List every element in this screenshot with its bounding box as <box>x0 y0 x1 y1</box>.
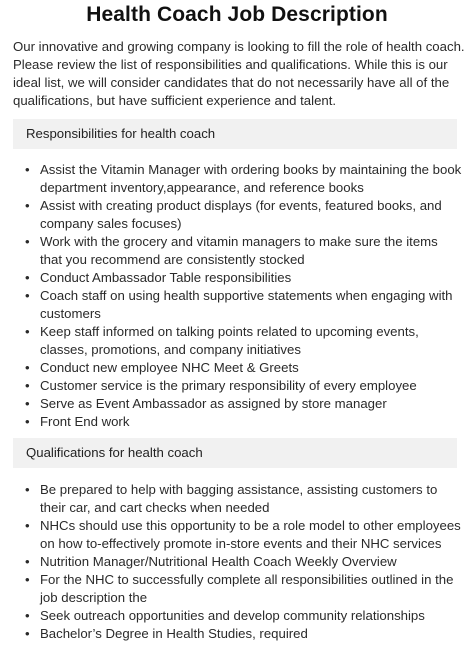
bullet-icon: • <box>25 482 30 497</box>
bullet-icon: • <box>25 270 30 285</box>
bullet-icon: • <box>25 324 30 339</box>
list-item <box>22 607 462 625</box>
list-item <box>22 161 462 197</box>
list-item <box>22 323 462 359</box>
list-item <box>22 233 462 269</box>
list-item-text: Front End work <box>40 414 130 429</box>
bullet-icon: • <box>25 608 30 623</box>
list-item <box>22 517 462 553</box>
intro-paragraph: Our innovative and growing company is looking to fill the role of health coach. Please review the list of responsibilities and qualifications. While this is our ideal list, we will consider candidates that do not necessarily have all of the qualifications, but have sufficient experience and talent. <box>13 39 465 108</box>
list-item <box>22 377 462 395</box>
list-item-text: Conduct Ambassador Table responsibilities <box>40 270 292 285</box>
bullet-icon: • <box>25 198 30 213</box>
bullet-icon: • <box>25 626 30 641</box>
list-item <box>22 359 462 377</box>
list-item <box>22 625 462 643</box>
list-item-text: Coach staff on using health supportive statements when engaging with customers <box>40 288 453 321</box>
list-item <box>22 571 462 607</box>
bullet-icon: • <box>25 360 30 375</box>
bullet-icon: • <box>25 396 30 411</box>
bullet-icon: • <box>25 554 30 569</box>
list-item-text: For the NHC to successfully complete all responsibilities outlined in the job description the <box>40 572 454 605</box>
list-item-text: Seek outreach opportunities and develop community relationships <box>40 608 425 623</box>
list-item <box>22 287 462 323</box>
list-item-text: Serve as Event Ambassador as assigned by store manager <box>40 396 387 411</box>
bullet-icon: • <box>25 378 30 393</box>
bullet-icon: • <box>25 414 30 429</box>
page-title: Health Coach Job Description <box>86 3 388 26</box>
list-item-text: Nutrition Manager/Nutritional Health Coach Weekly Overview <box>40 554 397 569</box>
list-item-text: Assist the Vitamin Manager with ordering books by maintaining the book department inventory,appearance, and reference books <box>40 162 462 195</box>
qualifications-list <box>22 481 462 643</box>
list-item <box>22 413 462 431</box>
list-item-text: Keep staff informed on talking points related to upcoming events, classes, promotions, and company initiatives <box>40 324 419 357</box>
qualifications-header: Qualifications for health coach <box>13 438 457 468</box>
list-item <box>22 553 462 571</box>
list-item <box>22 197 462 233</box>
list-item <box>22 481 462 517</box>
bullet-icon: • <box>25 234 30 249</box>
list-item-text: Customer service is the primary responsibility of every employee <box>40 378 417 393</box>
list-item-text: Be prepared to help with bagging assistance, assisting customers to their car, and cart checks when needed <box>40 482 438 515</box>
bullet-icon: • <box>25 572 30 587</box>
list-item-text: NHCs should use this opportunity to be a role model to other employees on how to-effectively promote in-store events and their NHC services <box>40 518 461 551</box>
bullet-icon: • <box>25 288 30 303</box>
responsibilities-header: Responsibilities for health coach <box>13 119 457 149</box>
responsibilities-list <box>22 161 462 431</box>
list-item-text: Bachelor’s Degree in Health Studies, required <box>40 626 308 641</box>
bullet-icon: • <box>25 518 30 533</box>
bullet-icon: • <box>25 162 30 177</box>
list-item-text: Conduct new employee NHC Meet & Greets <box>40 360 299 375</box>
list-item <box>22 395 462 413</box>
list-item-text: Work with the grocery and vitamin managers to make sure the items that you recommend are consistently stocked <box>40 234 438 267</box>
list-item-text: Assist with creating product displays (for events, featured books, and company sales focuses) <box>40 198 442 231</box>
list-item <box>22 269 462 287</box>
